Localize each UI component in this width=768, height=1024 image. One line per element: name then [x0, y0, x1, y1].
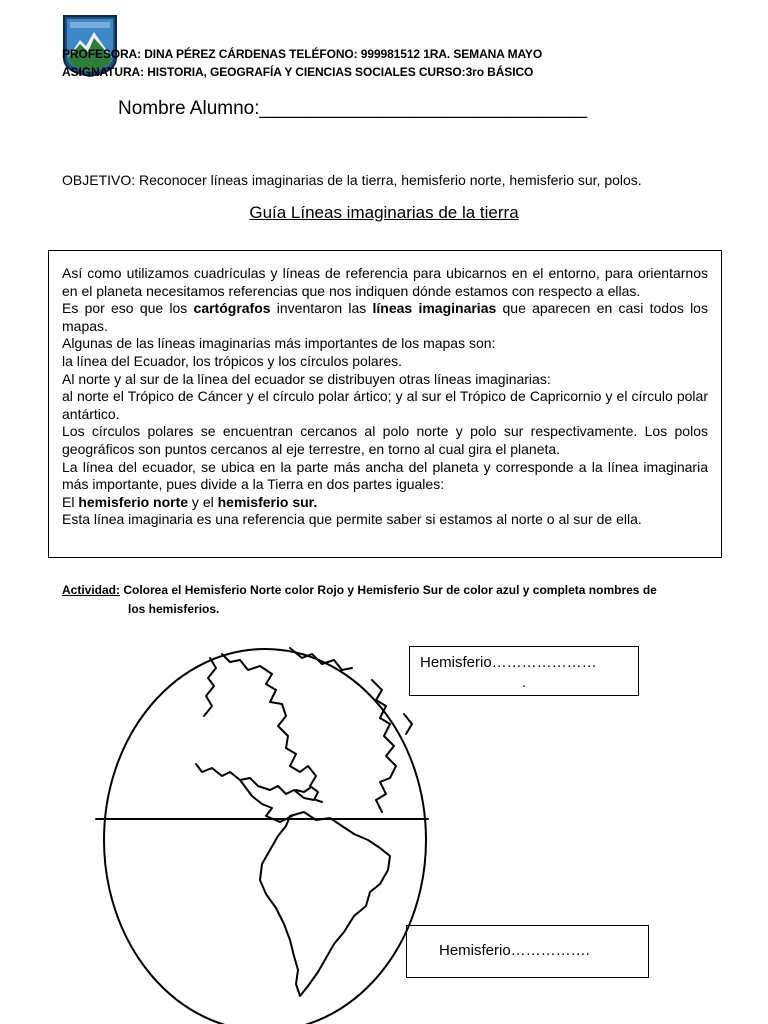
activity-instructions — [62, 581, 712, 619]
paragraph-1: Así como utilizamos cuadrículas y líneas de referencia para ubicarnos en el entorno, para orientarnos en el planeta necesitamos referencias que nos indiquen dónde estamos con respecto a ellas. — [62, 265, 708, 299]
bold-term-lineas-imaginarias: líneas imaginarias — [372, 300, 497, 317]
africa-outline — [372, 680, 396, 812]
activity-line-1 — [62, 581, 712, 600]
globe-drawing — [90, 640, 440, 1024]
bold-term-hemisferio-norte: hemisferio norte — [78, 493, 189, 510]
hemisphere-south-label: Hemisferio……………. — [439, 942, 590, 959]
hemisphere-north-box[interactable] — [409, 646, 639, 696]
hemisphere-north-label: Hemisferio………………… — [420, 654, 597, 671]
globe-outline — [104, 649, 426, 1024]
south-america-outline — [260, 812, 390, 996]
header-subject-line: ASIGNATURA: HISTORIA, GEOGRAFÍA Y CIENCIAS SOCIALES CURSO:3ro BÁSICO — [62, 65, 534, 79]
bold-term-hemisferio-sur: hemisferio sur. — [217, 493, 318, 510]
paragraph-4: la línea del Ecuador, los trópicos y los círculos polares. — [62, 352, 403, 369]
paragraph-5: Al norte y al sur de la línea del ecuador se distribuyen otras líneas imaginarias: — [62, 370, 551, 387]
text-span: Es por eso que los — [62, 300, 194, 317]
paragraph-3: Algunas de las líneas imaginarias más importantes de los mapas son: — [62, 335, 496, 352]
hemisphere-south-box[interactable] — [406, 925, 649, 978]
text-span: El — [62, 493, 79, 510]
bold-term-cartografos: cartógrafos — [193, 300, 271, 317]
paragraph-9 — [62, 494, 708, 512]
objective-text: OBJETIVO: Reconocer líneas imaginarias de la tierra, hemisferio norte, hemisferio sur, polos. — [62, 172, 642, 188]
paragraph-8: La línea del ecuador, se ubica en la parte más ancha del planeta y corresponde a la línea imaginaria más importante, pues divide a la Tierra en dos partes iguales: — [62, 458, 708, 493]
paragraph-7: Los círculos polares se encuentran cercanos al polo norte y polo sur respectivamente. Los polos geográficos son puntos cercanos al eje terrestre, en torno al cual gira el planeta. — [62, 423, 708, 457]
guide-title: Guía Líneas imaginarias de la tierra — [249, 203, 519, 222]
text-span: que aparecen en casi todos los mapas. — [62, 300, 708, 334]
reading-text-box — [48, 250, 722, 558]
activity-line-2: los hemisferios. — [128, 602, 220, 616]
paragraph-2 — [62, 300, 708, 335]
header-teacher-line: PROFESORA: DINA PÉREZ CÁRDENAS TELÉFONO: 999981512 1RA. SEMANA MAYO — [62, 47, 543, 61]
text-span: inventaron las — [270, 300, 373, 317]
paragraph-10: Esta línea imaginaria es una referencia que permite saber si estamos al norte o al sur de ella. — [62, 511, 642, 528]
north-america-outline — [196, 654, 318, 800]
central-america-outline — [240, 780, 292, 822]
activity-text-1: Colorea el Hemisferio Norte color Rojo y Hemisferio Sur de color azul y completa nombres de — [120, 583, 657, 597]
paragraph-6: al norte el Trópico de Cáncer y el círculo polar ártico; y al sur el Trópico de Capricornio y el círculo polar antártico. — [62, 388, 708, 422]
text-span: y el — [188, 493, 218, 510]
hemisphere-north-dot: . — [521, 674, 527, 691]
student-name-field[interactable]: Nombre Alumno:_______________________________ — [118, 98, 588, 119]
activity-label: Actividad: — [62, 583, 121, 597]
